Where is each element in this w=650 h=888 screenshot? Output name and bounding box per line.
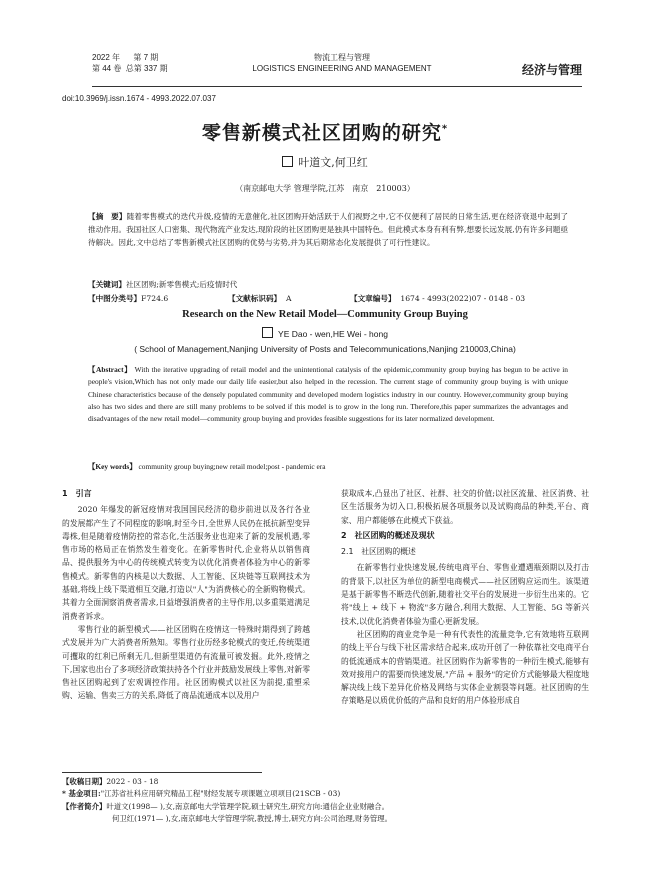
authors (0, 154, 650, 170)
received-date (62, 776, 589, 788)
english-abstract (88, 364, 568, 425)
header-year: 2022 年 (92, 53, 121, 62)
article-number (350, 292, 525, 305)
article-title-text: 零售新模式社区团购的研究 (201, 122, 442, 144)
header-total-issue: 总第 337 期 (125, 64, 168, 73)
paragraph: 2020 年爆发的新冠疫情对我国国民经济的稳步前进以及各行各业的发展都产生了不同程度的影响,时至今日,全世界人民仍在抵抗新型变异毒株,但是随着疫情防控的常态化,生活服务业也迎来了新的发展机遇,零售市场的格局正在悄然发生着变化。在新零售时代,企业将从以销售商品、提供服务为中心的传统模式转变为以优化消费者体验为中心的新零售模式。新零售的内核是以大数据、人工智能、区块链等互联网技术为基础,将线上线下渠道相互交融,打造以"人"为消费核心的全新购物模式。其着力全面洞察消费者需求,日益增强消费者的主导作用,以多重渠道满足消费者诉求。 (62, 505, 310, 621)
issue-info (92, 52, 168, 74)
english-keywords-text: community group buying;new retail model;post - pandemic era (138, 462, 326, 471)
journal-name-en: LOGISTICS ENGINEERING AND MANAGEMENT (252, 64, 432, 73)
article-number-value: 1674 - 4993(2022)07 - 0148 - 03 (400, 294, 526, 303)
english-abstract-text: With the iterative upgrading of retail model and the unintentional catalysis of the epidemic,community group buying has begun to be active in people's vision,Which has not only made our daily life easier,but also helped in the recession. The current stage of community group buying is with unique Chinese characteristics because of the densely populated community and developed modern logistics industry in our country. However,community group buying also has two sides and there are still many problems to be solved if this model is to grow in the long run. Therefore,this paper summarizes the advantages and disadvantages of the new retail model—community group buying and provides feasible suggestions for its later normalized development. (88, 365, 568, 424)
clc-label: 【中图分类号】 (88, 294, 142, 303)
doc-value: A (285, 294, 292, 303)
subsection-heading: 2.1 社区团购的概述 (341, 547, 416, 557)
keywords-cn-text: 社区团购;新零售模式;后疫情时代 (125, 280, 238, 289)
abstract-cn-label: 【摘 要】 (88, 212, 127, 221)
article-title (0, 118, 650, 145)
keywords-cn-label: 【关键词】 (88, 280, 126, 289)
author-bio (62, 801, 589, 813)
received-label: 【收稿日期】 (62, 777, 107, 786)
header-volume: 第 44 卷 (92, 64, 122, 73)
english-keywords-label: 【Key words】 (88, 462, 137, 471)
footnote-rule (62, 772, 262, 773)
footnotes (62, 776, 589, 825)
body-column-right (341, 487, 589, 708)
clc-code (88, 292, 168, 305)
english-title: Research on the New Retail Model—Community Group Buying (182, 309, 468, 320)
clc-value: F724.6 (141, 294, 169, 303)
english-abstract-label: 【Abstract】 (88, 365, 133, 374)
fund-value: "江苏省社科应用研究精品工程"财经发展专项课题立项项目(21SCB - 03) (100, 789, 341, 799)
paragraph: 零售行业的新型模式——社区团购在疫情这一特殊时期得到了跨越式发展并为广大消费者所熟知。零售行业历经多轮模式的变迁,传统渠道可攫取的红利已所剩无几,但新型渠道仍有流量可被发掘。此外,疫情之下,国家也出台了多项经济政策扶持各个行业并鼓励发展线上零售,对新零售社区团购起到了宏观调控作用。社区团购模式以社区为前提,重塑采购、运输、售卖三方的关系,降低了商品流通成本以及用户 (62, 624, 310, 701)
journal-name-cn: 物流工程与管理 (314, 53, 370, 62)
english-affiliation: ( School of Management,Nanjing University of Posts and Telecommunications,Nanjing 210003,China) (134, 344, 516, 354)
paragraph: 获取成本,凸显出了社区、社群、社交的价值;以社区流量、社区消费、社区生活服务为切入口,积极拓展各项服务以及试购商品的种类,平台、商家、用户都能够在此模式下获益。 (341, 489, 589, 525)
running-header (92, 52, 582, 87)
section-heading: 1 引言 (62, 489, 92, 498)
section-heading: 2 社区团购的概述及现状 (341, 530, 435, 540)
english-authors (0, 327, 650, 339)
authors-text: 叶道文,何卫红 (298, 156, 368, 169)
doc-code (228, 292, 291, 305)
journal-name (242, 52, 442, 74)
paragraph: 在新零售行业快速发展,传统电商平台、零售业遭遇瓶颈期以及打击的背景下,以社区为单位的新型电商模式——社区团购应运而生。该渠道是基于新零售不断迭代创新,随着社交平台的发展进一步衍生出来的。它将"线上 + 线下 + 物流"多方融合,利用大数据、人工智能、5G 等新兴技术,以优化消费者体验为重心更新发展。 (341, 563, 589, 626)
keywords-cn (88, 278, 568, 291)
checkbox-square-icon (282, 156, 293, 167)
paragraph: 社区团购的商业竞争是一种有代表性的流量竞争,它有效地将互联网的线上平台与线下社区需求结合起来,成功开创了一种依靠社交电商平台的低流通成本的营销渠道。社区团购作为新零售的一种衍生模式,能够有效对接用户的需要而快速发展,"产品 + 服务"的定价方式能够最大程度地解决线上线下差异化价格及网络与实体企业割裂等问题。社区团购的生存策略是以质优价低的产品和良好的用户体验形成自 (341, 629, 589, 706)
title-footnote-mark: * (441, 123, 449, 135)
abstract-cn (88, 210, 568, 249)
header-issue: 第 7 期 (133, 53, 159, 62)
doi: doi:10.3969/j.issn.1674 - 4993.2022.07.037 (62, 94, 216, 103)
article-number-label: 【文章编号】 (350, 294, 396, 303)
section-label: 经济与管理 (521, 63, 582, 77)
received-value: 2022 - 03 - 18 (106, 777, 159, 786)
abstract-cn-text: 随着零售模式的迭代升级,疫情的无意催化,社区团购开始活跃于人们视野之中,它不仅便利了居民的日常生活,更在经济衰退中起到了推动作用。我国社区人口密集、现代物流产业发达,现阶段的社区团购更是独具中国特色。但此模式本身有利有弊,想要长远发展,仍有许多问题亟待解决。因此,文中总结了零售新模式社区团购的优势与劣势,并为其后期常态化发展提供了可行性建议。 (88, 212, 568, 247)
fund-label: * 基金项目: (62, 789, 101, 799)
body-column-left (62, 487, 310, 703)
fund-note (62, 788, 589, 800)
affiliation: （南京邮电大学 管理学院,江苏 南京 210003） (235, 184, 415, 193)
bio-1: 叶道文(1998— ),女,南京邮电大学管理学院,硕士研究生,研究方向:通信企业业财融合。 (106, 801, 390, 811)
author-bio-2: 何卫红(1971— ),女,南京邮电大学管理学院,教授,博士,研究方向:公司治理,财务管理。 (112, 813, 393, 823)
english-keywords (88, 461, 568, 473)
checkbox-square-icon (262, 327, 273, 338)
bio-label: 【作者简介】 (62, 801, 107, 811)
english-authors-text: YE Dao - wen,HE Wei - hong (278, 329, 388, 339)
doc-label: 【文献标识码】 (228, 294, 282, 303)
